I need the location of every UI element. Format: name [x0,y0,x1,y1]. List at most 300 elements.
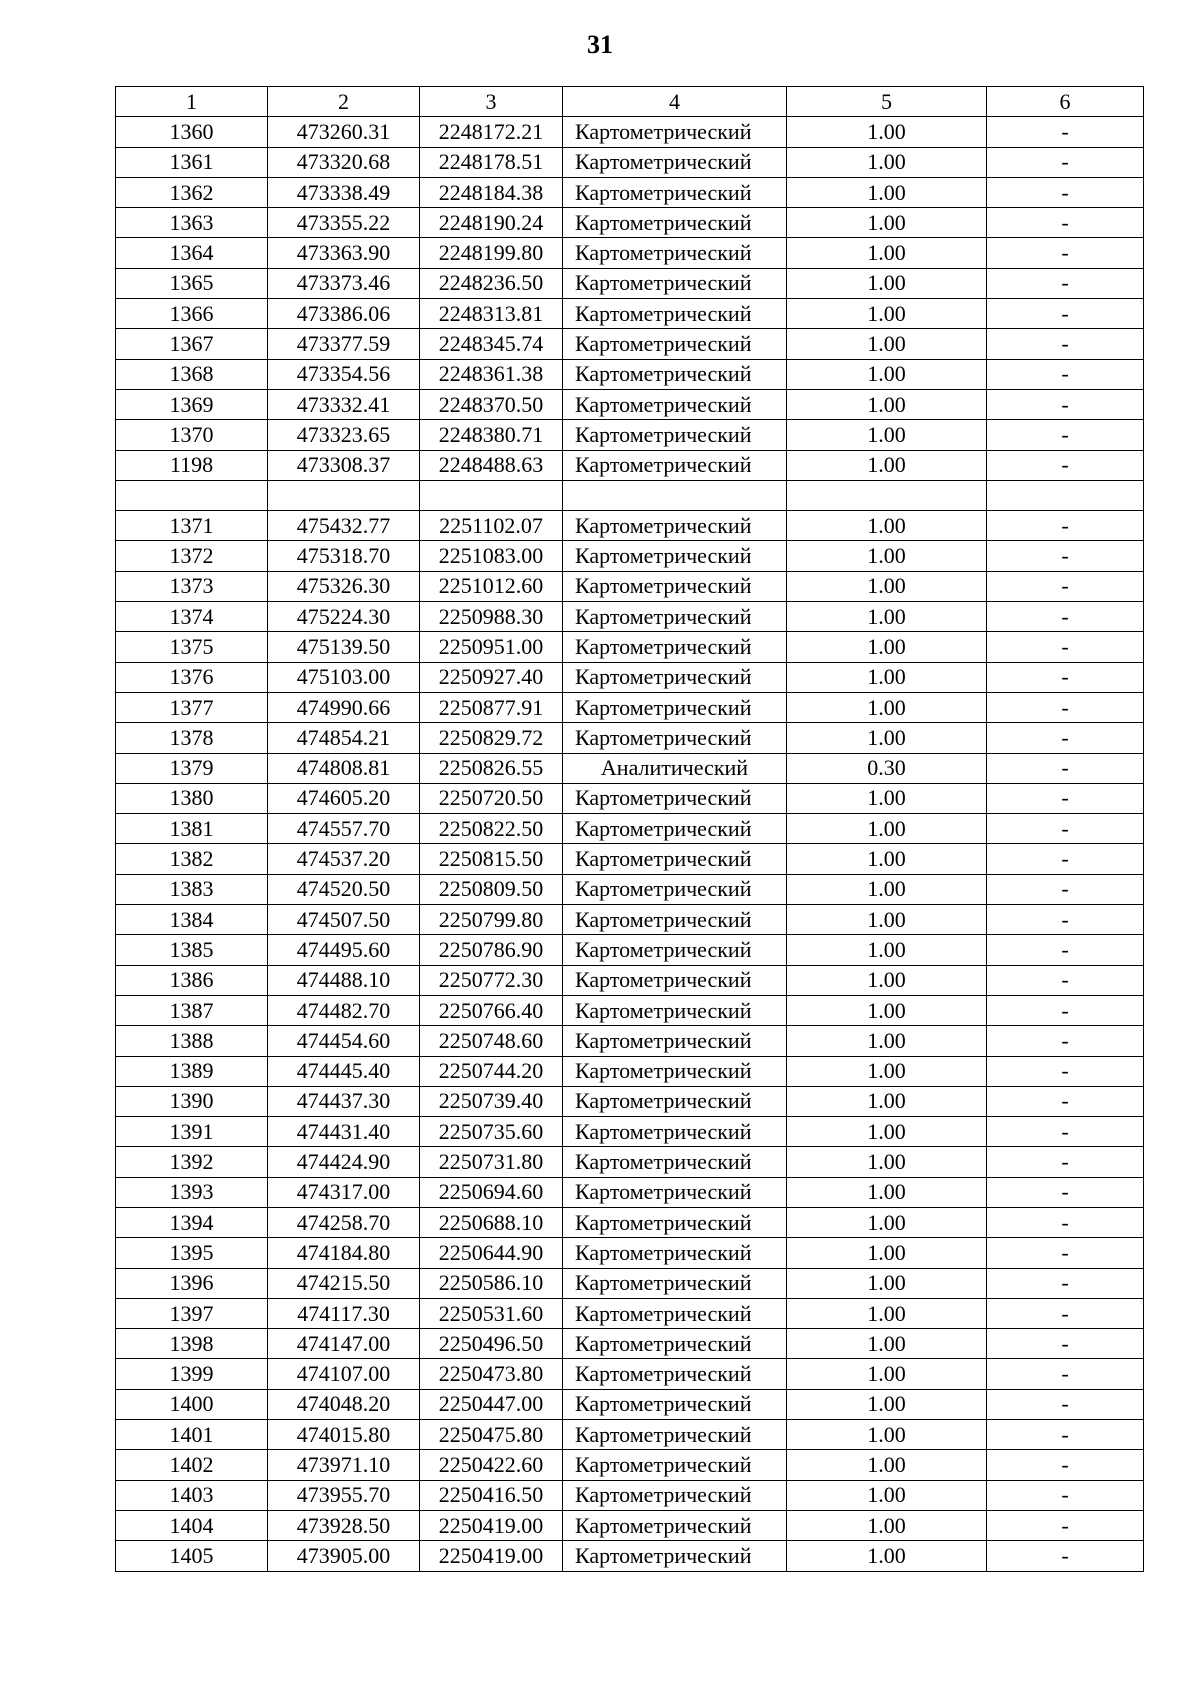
y-coordinate-cell: 2250744.20 [420,1056,563,1086]
accuracy-cell: 1.00 [787,1389,987,1419]
method-cell: Картометрический [563,935,787,965]
x-coordinate-cell [268,480,420,510]
method-cell: Картометрический [563,1207,787,1237]
y-coordinate-cell: 2248184.38 [420,177,563,207]
point-number-cell: 1385 [116,935,268,965]
method-cell: Картометрический [563,1389,787,1419]
y-coordinate-cell: 2250829.72 [420,723,563,753]
point-number-cell: 1360 [116,117,268,147]
description-cell: - [987,783,1144,813]
column-header-x: 2 [268,87,420,117]
x-coordinate-cell: 473320.68 [268,147,420,177]
accuracy-cell: 1.00 [787,814,987,844]
point-number-cell: 1388 [116,1026,268,1056]
point-number-cell: 1384 [116,905,268,935]
method-cell: Картометрический [563,389,787,419]
accuracy-cell: 1.00 [787,1026,987,1056]
method-cell: Картометрический [563,662,787,692]
method-cell: Аналитический [563,753,787,783]
method-cell: Картометрический [563,783,787,813]
point-number-cell: 1371 [116,511,268,541]
accuracy-cell: 1.00 [787,1177,987,1207]
method-cell: Картометрический [563,420,787,450]
description-cell: - [987,117,1144,147]
table-row [116,1086,1144,1116]
table-row [116,1329,1144,1359]
table-row [116,1117,1144,1147]
x-coordinate-cell: 473928.50 [268,1510,420,1540]
x-coordinate-cell: 475326.30 [268,571,420,601]
x-coordinate-cell: 474117.30 [268,1298,420,1328]
x-coordinate-cell: 474495.60 [268,935,420,965]
method-cell: Картометрический [563,1298,787,1328]
accuracy-cell: 1.00 [787,329,987,359]
description-cell: - [987,723,1144,753]
description-cell [987,480,1144,510]
table-row [116,1389,1144,1419]
x-coordinate-cell: 474317.00 [268,1177,420,1207]
x-coordinate-cell: 473955.70 [268,1480,420,1510]
table-row [116,1420,1144,1450]
method-cell: Картометрический [563,1510,787,1540]
method-cell: Картометрический [563,1238,787,1268]
y-coordinate-cell: 2248178.51 [420,147,563,177]
y-coordinate-cell: 2250496.50 [420,1329,563,1359]
accuracy-cell: 1.00 [787,783,987,813]
point-number-cell: 1370 [116,420,268,450]
description-cell: - [987,1026,1144,1056]
y-coordinate-cell: 2250688.10 [420,1207,563,1237]
description-cell: - [987,1389,1144,1419]
x-coordinate-cell: 474147.00 [268,1329,420,1359]
y-coordinate-cell: 2250748.60 [420,1026,563,1056]
accuracy-cell: 1.00 [787,935,987,965]
y-coordinate-cell: 2250927.40 [420,662,563,692]
table-row [116,1359,1144,1389]
x-coordinate-cell: 474990.66 [268,692,420,722]
x-coordinate-cell: 473260.31 [268,117,420,147]
method-cell: Картометрический [563,238,787,268]
point-number-cell: 1392 [116,1147,268,1177]
table-row [116,783,1144,813]
y-coordinate-cell: 2248199.80 [420,238,563,268]
method-cell: Картометрический [563,147,787,177]
method-cell: Картометрический [563,450,787,480]
method-cell: Картометрический [563,965,787,995]
accuracy-cell: 1.00 [787,602,987,632]
description-cell: - [987,1086,1144,1116]
method-cell: Картометрический [563,1117,787,1147]
point-number-cell: 1401 [116,1420,268,1450]
point-number-cell: 1364 [116,238,268,268]
x-coordinate-cell: 473377.59 [268,329,420,359]
x-coordinate-cell: 474424.90 [268,1147,420,1177]
table-row [116,208,1144,238]
y-coordinate-cell: 2250416.50 [420,1480,563,1510]
point-number-cell: 1398 [116,1329,268,1359]
point-number-cell: 1382 [116,844,268,874]
x-coordinate-cell: 473354.56 [268,359,420,389]
accuracy-cell: 1.00 [787,874,987,904]
accuracy-cell: 1.00 [787,299,987,329]
table-row [116,147,1144,177]
y-coordinate-cell: 2248172.21 [420,117,563,147]
description-cell: - [987,1117,1144,1147]
column-header-accuracy: 5 [787,87,987,117]
y-coordinate-cell: 2250419.00 [420,1510,563,1540]
description-cell: - [987,814,1144,844]
point-number-cell: 1381 [116,814,268,844]
method-cell: Картометрический [563,511,787,541]
method-cell: Картометрический [563,995,787,1025]
y-coordinate-cell: 2250739.40 [420,1086,563,1116]
point-number-cell: 1400 [116,1389,268,1419]
point-number-cell: 1198 [116,450,268,480]
y-coordinate-cell: 2250419.00 [420,1541,563,1571]
accuracy-cell: 1.00 [787,662,987,692]
point-number-cell: 1403 [116,1480,268,1510]
point-number-cell: 1380 [116,783,268,813]
table-row [116,965,1144,995]
method-cell: Картометрический [563,814,787,844]
x-coordinate-cell: 473332.41 [268,389,420,419]
accuracy-cell: 0.30 [787,753,987,783]
point-number-cell [116,480,268,510]
x-coordinate-cell: 474808.81 [268,753,420,783]
table-row [116,1056,1144,1086]
accuracy-cell: 1.00 [787,1238,987,1268]
table-row [116,1541,1144,1571]
y-coordinate-cell: 2250951.00 [420,632,563,662]
x-coordinate-cell: 473373.46 [268,268,420,298]
method-cell: Картометрический [563,723,787,753]
y-coordinate-cell: 2250988.30 [420,602,563,632]
method-cell: Картометрический [563,692,787,722]
accuracy-cell: 1.00 [787,450,987,480]
description-cell: - [987,1207,1144,1237]
point-number-cell: 1367 [116,329,268,359]
x-coordinate-cell: 474015.80 [268,1420,420,1450]
description-cell: - [987,1450,1144,1480]
description-cell: - [987,1268,1144,1298]
x-coordinate-cell: 475432.77 [268,511,420,541]
table-row [116,995,1144,1025]
point-number-cell: 1374 [116,602,268,632]
accuracy-cell: 1.00 [787,1207,987,1237]
x-coordinate-cell: 474431.40 [268,1117,420,1147]
accuracy-cell: 1.00 [787,1268,987,1298]
accuracy-cell: 1.00 [787,389,987,419]
point-number-cell: 1379 [116,753,268,783]
accuracy-cell: 1.00 [787,1298,987,1328]
x-coordinate-cell: 474445.40 [268,1056,420,1086]
description-cell: - [987,268,1144,298]
description-cell: - [987,995,1144,1025]
y-coordinate-cell: 2248380.71 [420,420,563,450]
x-coordinate-cell: 473308.37 [268,450,420,480]
method-cell [563,480,787,510]
y-coordinate-cell: 2248345.74 [420,329,563,359]
y-coordinate-cell: 2248313.81 [420,299,563,329]
y-coordinate-cell: 2250475.80 [420,1420,563,1450]
accuracy-cell: 1.00 [787,571,987,601]
method-cell: Картометрический [563,208,787,238]
table-row [116,692,1144,722]
method-cell: Картометрический [563,117,787,147]
table-row [116,420,1144,450]
table-row [116,541,1144,571]
description-cell: - [987,844,1144,874]
accuracy-cell: 1.00 [787,632,987,662]
description-cell: - [987,1177,1144,1207]
table-body [116,117,1144,1571]
table-row [116,511,1144,541]
point-number-cell: 1378 [116,723,268,753]
x-coordinate-cell: 473323.65 [268,420,420,450]
method-cell: Картометрический [563,1480,787,1510]
accuracy-cell: 1.00 [787,117,987,147]
accuracy-cell: 1.00 [787,238,987,268]
method-cell: Картометрический [563,299,787,329]
accuracy-cell: 1.00 [787,147,987,177]
point-number-cell: 1387 [116,995,268,1025]
y-coordinate-cell: 2250772.30 [420,965,563,995]
method-cell: Картометрический [563,571,787,601]
table-row [116,299,1144,329]
accuracy-cell [787,480,987,510]
description-cell: - [987,1238,1144,1268]
method-cell: Картометрический [563,1026,787,1056]
table-row [116,359,1144,389]
point-number-cell: 1404 [116,1510,268,1540]
point-number-cell: 1363 [116,208,268,238]
method-cell: Картометрический [563,1086,787,1116]
description-cell: - [987,1147,1144,1177]
y-coordinate-cell: 2250815.50 [420,844,563,874]
y-coordinate-cell: 2250644.90 [420,1238,563,1268]
table-row [116,935,1144,965]
y-coordinate-cell: 2250720.50 [420,783,563,813]
point-number-cell: 1368 [116,359,268,389]
point-number-cell: 1386 [116,965,268,995]
method-cell: Картометрический [563,1268,787,1298]
table-row [116,1510,1144,1540]
x-coordinate-cell: 473905.00 [268,1541,420,1571]
method-cell: Картометрический [563,1177,787,1207]
method-cell: Картометрический [563,541,787,571]
y-coordinate-cell: 2250799.80 [420,905,563,935]
x-coordinate-cell: 474437.30 [268,1086,420,1116]
x-coordinate-cell: 474557.70 [268,814,420,844]
y-coordinate-cell: 2250766.40 [420,995,563,1025]
table-row [116,389,1144,419]
x-coordinate-cell: 474454.60 [268,1026,420,1056]
y-coordinate-cell: 2251083.00 [420,541,563,571]
y-coordinate-cell: 2248236.50 [420,268,563,298]
x-coordinate-cell: 474605.20 [268,783,420,813]
accuracy-cell: 1.00 [787,1086,987,1116]
column-header-y: 3 [420,87,563,117]
x-coordinate-cell: 474184.80 [268,1238,420,1268]
accuracy-cell: 1.00 [787,511,987,541]
table-row [116,905,1144,935]
description-cell: - [987,1298,1144,1328]
table-row [116,844,1144,874]
x-coordinate-cell: 474215.50 [268,1268,420,1298]
method-cell: Картометрический [563,1450,787,1480]
accuracy-cell: 1.00 [787,541,987,571]
point-number-cell: 1366 [116,299,268,329]
point-number-cell: 1365 [116,268,268,298]
table-row [116,1177,1144,1207]
accuracy-cell: 1.00 [787,1541,987,1571]
y-coordinate-cell: 2248190.24 [420,208,563,238]
accuracy-cell: 1.00 [787,1056,987,1086]
table-row [116,874,1144,904]
accuracy-cell: 1.00 [787,844,987,874]
method-cell: Картометрический [563,874,787,904]
page-number: 31 [587,30,613,59]
x-coordinate-cell: 473971.10 [268,1450,420,1480]
description-cell: - [987,329,1144,359]
description-cell: - [987,905,1144,935]
y-coordinate-cell: 2250586.10 [420,1268,563,1298]
description-cell: - [987,602,1144,632]
description-cell: - [987,1510,1144,1540]
table-row [116,1207,1144,1237]
method-cell: Картометрический [563,1329,787,1359]
point-number-cell: 1405 [116,1541,268,1571]
description-cell: - [987,511,1144,541]
point-number-cell: 1389 [116,1056,268,1086]
accuracy-cell: 1.00 [787,268,987,298]
point-number-cell: 1393 [116,1177,268,1207]
table-row [116,1026,1144,1056]
y-coordinate-cell: 2248488.63 [420,450,563,480]
x-coordinate-cell: 474507.50 [268,905,420,935]
point-number-cell: 1377 [116,692,268,722]
y-coordinate-cell: 2250822.50 [420,814,563,844]
point-number-cell: 1372 [116,541,268,571]
table-row [116,723,1144,753]
point-number-cell: 1383 [116,874,268,904]
method-cell: Картометрический [563,905,787,935]
accuracy-cell: 1.00 [787,995,987,1025]
description-cell: - [987,177,1144,207]
point-number-cell: 1399 [116,1359,268,1389]
accuracy-cell: 1.00 [787,420,987,450]
y-coordinate-cell: 2251012.60 [420,571,563,601]
x-coordinate-cell: 475318.70 [268,541,420,571]
x-coordinate-cell: 475103.00 [268,662,420,692]
method-cell: Картометрический [563,844,787,874]
description-cell: - [987,299,1144,329]
point-number-cell: 1361 [116,147,268,177]
description-cell: - [987,420,1144,450]
method-cell: Картометрический [563,632,787,662]
description-cell: - [987,1420,1144,1450]
point-number-cell: 1390 [116,1086,268,1116]
y-coordinate-cell: 2250786.90 [420,935,563,965]
x-coordinate-cell: 474854.21 [268,723,420,753]
accuracy-cell: 1.00 [787,1147,987,1177]
table-row [116,238,1144,268]
y-coordinate-cell: 2250735.60 [420,1117,563,1147]
x-coordinate-cell: 473386.06 [268,299,420,329]
x-coordinate-cell: 473355.22 [268,208,420,238]
description-cell: - [987,541,1144,571]
y-coordinate-cell: 2250826.55 [420,753,563,783]
accuracy-cell: 1.00 [787,359,987,389]
table-row [116,268,1144,298]
y-coordinate-cell: 2250877.91 [420,692,563,722]
description-cell: - [987,450,1144,480]
table-row [116,1147,1144,1177]
method-cell: Картометрический [563,1420,787,1450]
method-cell: Картометрический [563,1359,787,1389]
x-coordinate-cell: 475224.30 [268,602,420,632]
table-row [116,814,1144,844]
accuracy-cell: 1.00 [787,905,987,935]
y-coordinate-cell: 2248370.50 [420,389,563,419]
y-coordinate-cell [420,480,563,510]
accuracy-cell: 1.00 [787,692,987,722]
description-cell: - [987,632,1144,662]
y-coordinate-cell: 2250809.50 [420,874,563,904]
x-coordinate-cell: 475139.50 [268,632,420,662]
column-header-method: 4 [563,87,787,117]
point-number-cell: 1362 [116,177,268,207]
description-cell: - [987,147,1144,177]
table-row [116,1450,1144,1480]
table-row [116,632,1144,662]
table-row [116,753,1144,783]
point-number-cell: 1369 [116,389,268,419]
y-coordinate-cell: 2248361.38 [420,359,563,389]
y-coordinate-cell: 2250731.80 [420,1147,563,1177]
x-coordinate-cell: 474520.50 [268,874,420,904]
table-row [116,1268,1144,1298]
description-cell: - [987,208,1144,238]
column-header-description: 6 [987,87,1144,117]
accuracy-cell: 1.00 [787,1117,987,1147]
method-cell: Картометрический [563,602,787,632]
accuracy-cell: 1.00 [787,1359,987,1389]
description-cell: - [987,1359,1144,1389]
table-row [116,1298,1144,1328]
description-cell: - [987,753,1144,783]
coordinates-table [115,86,1144,1572]
accuracy-cell: 1.00 [787,1480,987,1510]
column-header-point: 1 [116,87,268,117]
point-number-cell: 1395 [116,1238,268,1268]
point-number-cell: 1391 [116,1117,268,1147]
description-cell: - [987,359,1144,389]
y-coordinate-cell: 2250447.00 [420,1389,563,1419]
description-cell: - [987,935,1144,965]
description-cell: - [987,238,1144,268]
table-row [116,602,1144,632]
description-cell: - [987,1329,1144,1359]
table-row [116,450,1144,480]
description-cell: - [987,1541,1144,1571]
description-cell: - [987,1056,1144,1086]
description-cell: - [987,1480,1144,1510]
y-coordinate-cell: 2250694.60 [420,1177,563,1207]
table-row [116,480,1144,510]
point-number-cell: 1373 [116,571,268,601]
description-cell: - [987,662,1144,692]
